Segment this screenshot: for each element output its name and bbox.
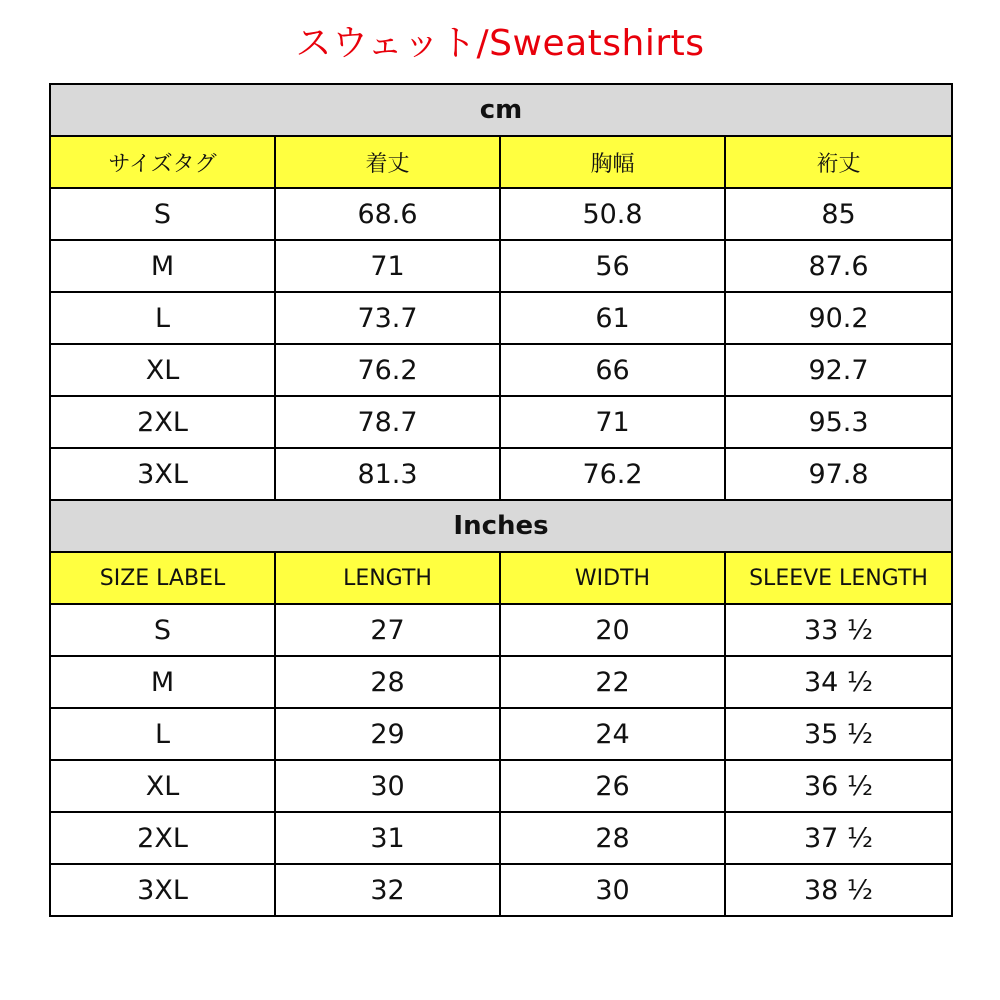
width-cell: 26 [500,760,725,812]
table-row [50,864,952,916]
length-cell: 73.7 [275,292,500,344]
size-cell: XL [50,344,275,396]
width-cell: 61 [500,292,725,344]
table-row [50,708,952,760]
cm-header-width: 胸幅 [500,136,725,188]
table-row [50,344,952,396]
cm-header-row [50,136,952,188]
length-cell: 71 [275,240,500,292]
inches-section-label: Inches [50,500,952,552]
size-cell: 3XL [50,864,275,916]
length-cell: 76.2 [275,344,500,396]
inches-header-sleeve-length: SLEEVE LENGTH [725,552,952,604]
cm-section-row [50,84,952,136]
table-row [50,604,952,656]
length-cell: 29 [275,708,500,760]
sleeve-cell: 35 ½ [725,708,952,760]
table-row [50,396,952,448]
size-cell: M [50,656,275,708]
sleeve-cell: 34 ½ [725,656,952,708]
sleeve-cell: 87.6 [725,240,952,292]
width-cell: 76.2 [500,448,725,500]
page-title: スウェット/Sweatshirts [295,23,705,64]
inches-header-width: WIDTH [500,552,725,604]
size-cell: XL [50,760,275,812]
width-cell: 66 [500,344,725,396]
inches-header-size-label: SIZE LABEL [50,552,275,604]
length-cell: 28 [275,656,500,708]
length-cell: 27 [275,604,500,656]
size-cell: S [50,188,275,240]
size-cell: 2XL [50,812,275,864]
width-cell: 22 [500,656,725,708]
inches-section-row [50,500,952,552]
size-cell: 2XL [50,396,275,448]
sleeve-cell: 36 ½ [725,760,952,812]
length-cell: 78.7 [275,396,500,448]
size-cell: S [50,604,275,656]
length-cell: 31 [275,812,500,864]
sleeve-cell: 95.3 [725,396,952,448]
width-cell: 56 [500,240,725,292]
sleeve-cell: 97.8 [725,448,952,500]
cm-section-label: cm [50,84,952,136]
width-cell: 28 [500,812,725,864]
length-cell: 32 [275,864,500,916]
width-cell: 30 [500,864,725,916]
size-cell: 3XL [50,448,275,500]
length-cell: 68.6 [275,188,500,240]
length-cell: 81.3 [275,448,500,500]
sleeve-cell: 85 [725,188,952,240]
table-row [50,240,952,292]
table-row [50,448,952,500]
cm-header-size-tag: サイズタグ [50,136,275,188]
table-row [50,760,952,812]
table-row [50,292,952,344]
width-cell: 20 [500,604,725,656]
sleeve-cell: 92.7 [725,344,952,396]
cm-header-length: 着丈 [275,136,500,188]
size-cell: M [50,240,275,292]
table-row [50,656,952,708]
width-cell: 71 [500,396,725,448]
length-cell: 30 [275,760,500,812]
table-row [50,812,952,864]
size-cell: L [50,708,275,760]
sleeve-cell: 38 ½ [725,864,952,916]
width-cell: 50.8 [500,188,725,240]
sleeve-cell: 37 ½ [725,812,952,864]
size-chart-table [49,83,953,917]
size-cell: L [50,292,275,344]
sleeve-cell: 33 ½ [725,604,952,656]
inches-header-length: LENGTH [275,552,500,604]
inches-header-row [50,552,952,604]
sleeve-cell: 90.2 [725,292,952,344]
table-row [50,188,952,240]
cm-header-sleeve: 裄丈 [725,136,952,188]
width-cell: 24 [500,708,725,760]
